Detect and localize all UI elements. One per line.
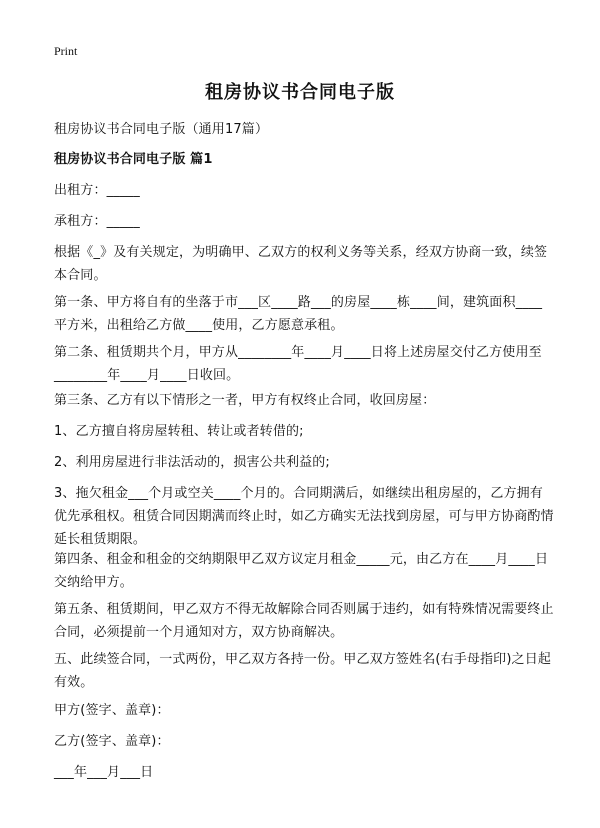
document-title: 租房协议书合同电子版 [205, 82, 395, 103]
intro-paragraph: 根据《_》及有关规定，为明确甲、乙双方的权利义务等关系，经双方协商一致，续签本合同。 [54, 245, 548, 283]
clause-effective: 五、此续签合同，一式两份，甲乙双方各持一份。甲乙双方签姓名(右手母指印)之日起有效。 [54, 652, 551, 690]
clause-4: 第四条、租金和租金的交纳期限甲乙双方议定月租金_____元，由乙方在____月____日交纳给甲方。 [54, 552, 549, 590]
party-a-signature: 甲方(签字、盖章)： [54, 703, 170, 718]
clause-3-item-3: 3、拖欠租金___个月或空关____个月的。合同期满后，如继续出租房屋的，乙方拥有优先承租权。租赁合同因期满而终止时，如乙方确实无法找到房屋，可与甲方协商酌情延长租赁期限。 [54, 486, 554, 547]
clause-3-item-1: 1、乙方擅自将房屋转租、转让或者转借的; [54, 424, 304, 439]
party-b-signature: 乙方(签字、盖章)： [54, 734, 170, 749]
print-label: Print [54, 44, 78, 58]
clause-2: 第二条、租赁期共个月，甲方从________年____月____日将上述房屋交付乙方使用至________年____月____日收回。 [54, 345, 542, 383]
signing-date: ___年___月___日 [54, 765, 154, 780]
lessee-line: 承租方：_____ [54, 214, 140, 229]
document-subtitle: 租房协议书合同电子版（通用17篇） [54, 122, 269, 137]
clause-1: 第一条、甲方将自有的坐落于市___区____路___的房屋____栋____间，建筑面积____平方米，出租给乙方做____使用，乙方愿意承租。 [54, 295, 543, 333]
lessor-line: 出租方：_____ [54, 183, 140, 198]
section-heading: 租房协议书合同电子版 篇1 [54, 152, 213, 167]
clause-5: 第五条、租赁期间，甲乙双方不得无故解除合同否则属于违约，如有特殊情况需要终止合同，必须提前一个月通知对方，双方协商解决。 [54, 602, 554, 640]
clause-3: 第三条、乙方有以下情形之一者，甲方有权终止合同，收回房屋： [54, 393, 436, 408]
clause-3-item-2: 2、利用房屋进行非法活动的，损害公共利益的; [54, 455, 330, 470]
